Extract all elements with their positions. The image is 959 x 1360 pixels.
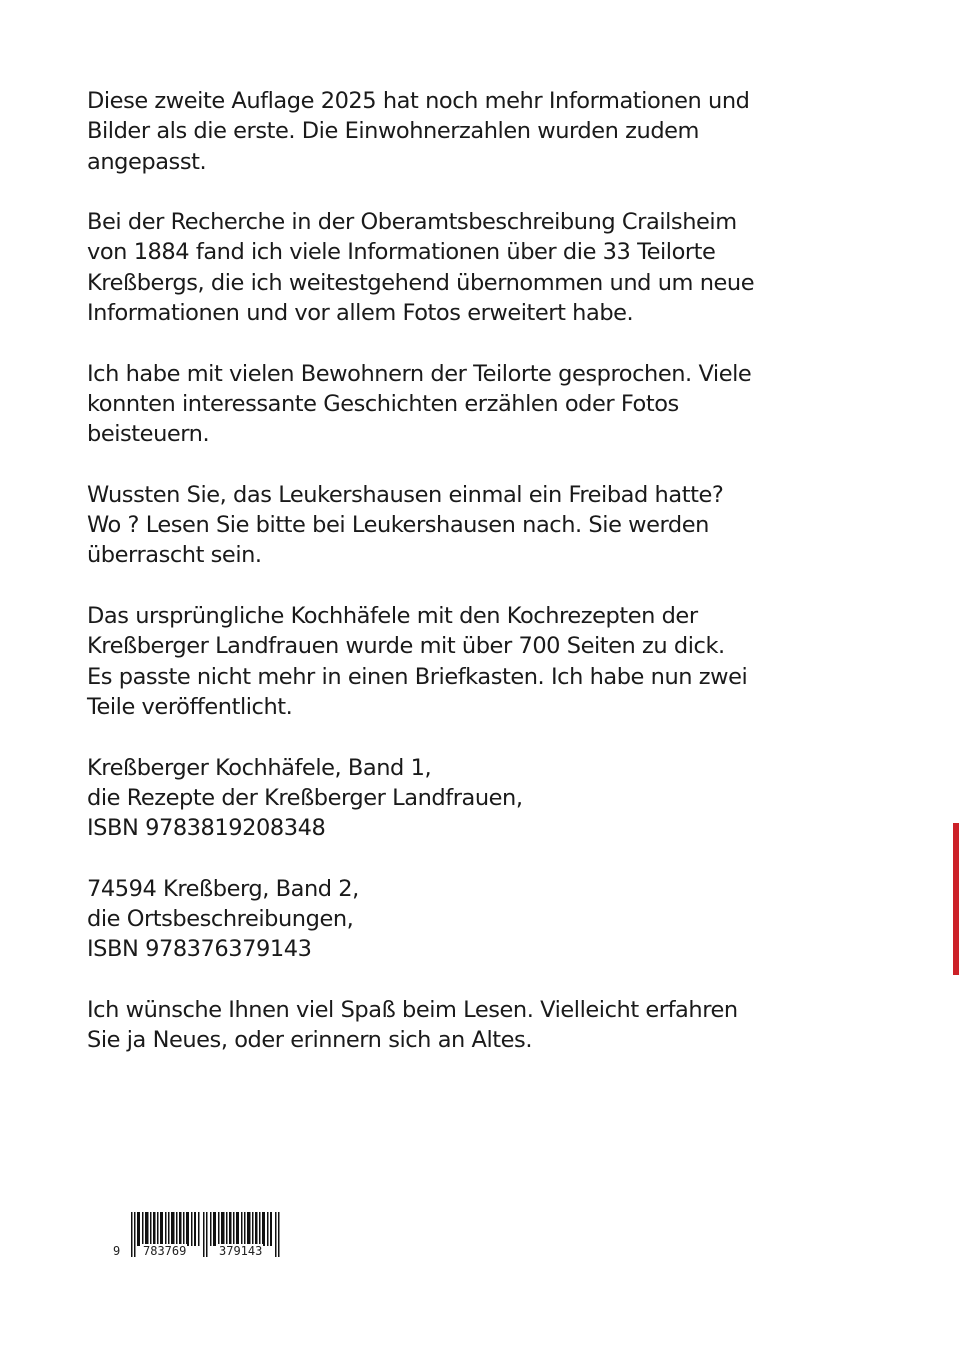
paragraph-freibad: Wussten Sie, das Leukershausen einmal ein Freibad hatte? Wo ? Lesen Sie bitte bei Leukershausen nach. Sie werden überrascht sein. bbox=[87, 481, 724, 569]
red-edge-tab bbox=[953, 823, 959, 975]
paragraph-band-2: 74594 Kreßberg, Band 2, die Ortsbeschreibungen, ISBN 978376379143 bbox=[87, 875, 359, 963]
paragraph-residents: Ich habe mit vielen Bewohnern der Teilorte gesprochen. Viele konnten interessante Geschichten erzählen oder Fotos beisteuern. bbox=[87, 360, 752, 448]
barcode-digits-left: 783769 bbox=[143, 1244, 187, 1258]
paragraph-kochhaefele: Das ursprüngliche Kochhäfele mit den Kochrezepten der Kreßberger Landfrauen wurde mit über 700 Seiten zu dick. Es passte nicht mehr in einen Briefkasten. Ich habe nun zwei Teile veröffentlicht. bbox=[87, 603, 748, 720]
paragraph-closing: Ich wünsche Ihnen viel Spaß beim Lesen. Vielleicht erfahren Sie ja Neues, oder erinnern sich an Altes. bbox=[87, 996, 738, 1054]
barcode-digit-first: 9 bbox=[113, 1244, 121, 1258]
barcode-icon bbox=[112, 1212, 302, 1262]
paragraph-band-1: Kreßberger Kochhäfele, Band 1, die Rezepte der Kreßberger Landfrauen, ISBN 9783819208348 bbox=[87, 754, 523, 842]
back-cover-text bbox=[87, 86, 787, 1086]
paragraph-second-edition: Diese zweite Auflage 2025 hat noch mehr Informationen und Bilder als die erste. Die Einwohnerzahlen wurden zudem angepasst. bbox=[87, 88, 750, 175]
paragraph-research: Bei der Recherche in der Oberamtsbeschreibung Crailsheim von 1884 fand ich viele Informationen über die 33 Teilorte Kreßbergs, die ich weitestgehend übernommen und um neue Informationen und vor allem Fotos erweitert habe. bbox=[87, 209, 755, 327]
barcode-digits-right: 379143 bbox=[219, 1244, 263, 1258]
